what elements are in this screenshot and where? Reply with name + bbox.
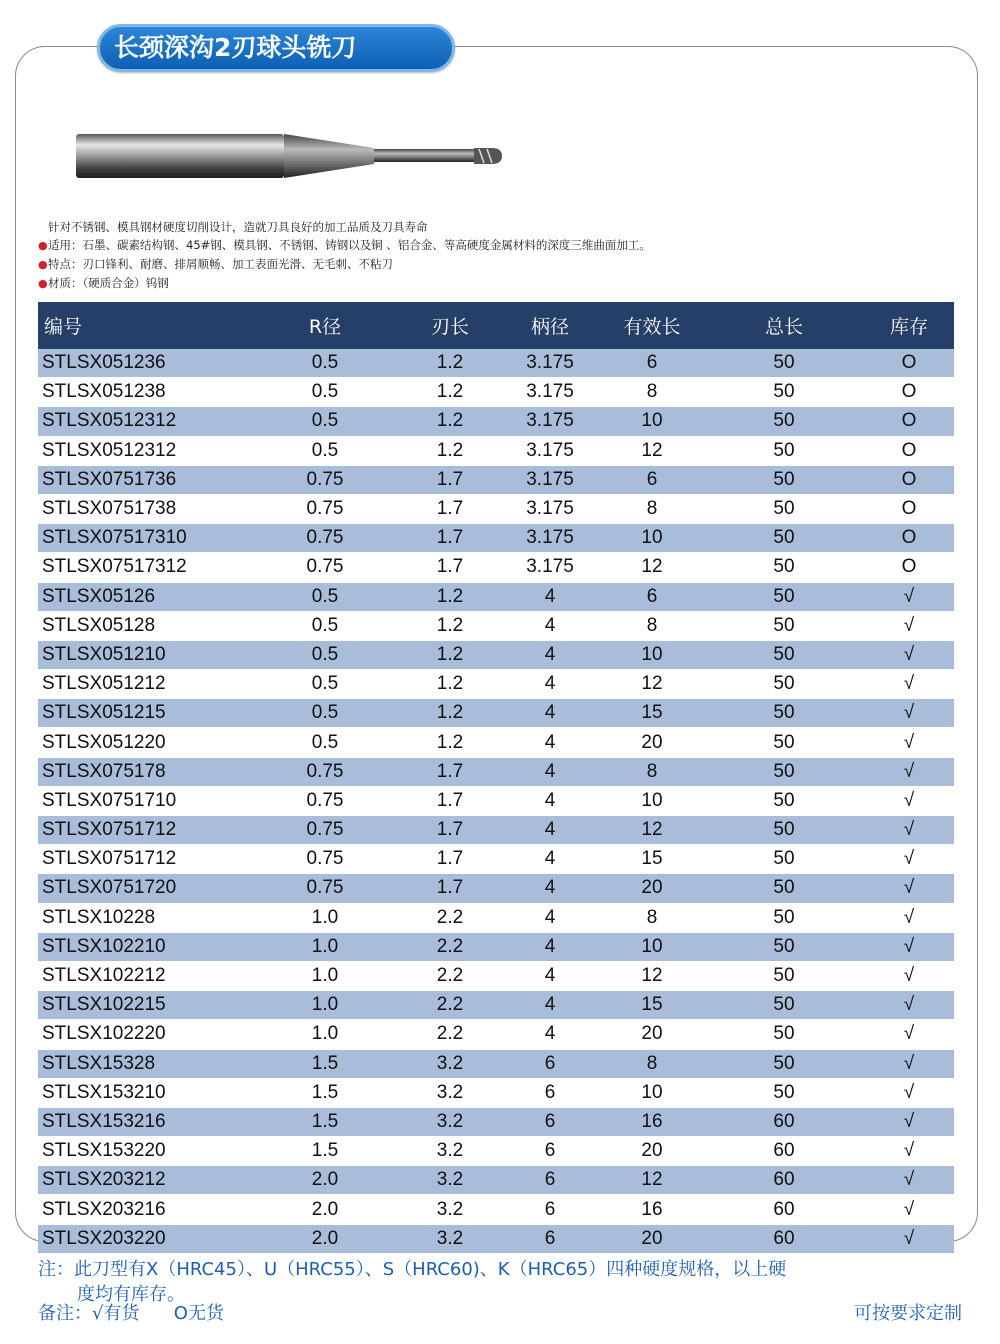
- table-row: [38, 1137, 954, 1166]
- cell-effective-length: 8: [600, 378, 704, 407]
- cell-shank-dia: 3.175: [500, 349, 600, 378]
- cell-code: STLSX102210: [38, 932, 250, 961]
- cell-shank-dia: 6: [500, 1195, 600, 1224]
- table-row: [38, 494, 954, 523]
- cell-total-length: 60: [704, 1137, 864, 1166]
- cell-code: STLSX0512312: [38, 407, 250, 436]
- cell-shank-dia: 4: [500, 699, 600, 728]
- cell-stock: O: [864, 494, 954, 523]
- cell-effective-length: 8: [600, 611, 704, 640]
- cell-total-length: 50: [704, 611, 864, 640]
- cell-total-length: 50: [704, 816, 864, 845]
- cell-total-length: 50: [704, 991, 864, 1020]
- table-row: [38, 728, 954, 757]
- cell-radius: 0.5: [250, 699, 400, 728]
- cell-effective-length: 8: [600, 1049, 704, 1078]
- cell-total-length: 50: [704, 1049, 864, 1078]
- cell-radius: 0.75: [250, 553, 400, 582]
- cell-shank-dia: 6: [500, 1049, 600, 1078]
- cell-radius: 2.0: [250, 1166, 400, 1195]
- cell-stock: O: [864, 465, 954, 494]
- cell-shank-dia: 4: [500, 1020, 600, 1049]
- table-row: [38, 378, 954, 407]
- table-body: [38, 349, 954, 1253]
- cell-total-length: 50: [704, 407, 864, 436]
- cell-stock: O: [864, 436, 954, 465]
- header-radius: R径: [250, 302, 400, 349]
- cell-code: STLSX051210: [38, 640, 250, 669]
- cell-shank-dia: 4: [500, 670, 600, 699]
- cell-effective-length: 8: [600, 757, 704, 786]
- cell-effective-length: 12: [600, 436, 704, 465]
- cell-stock: √: [864, 640, 954, 669]
- intro-text: 针对不锈钢、模具钢材硬度切削设计，造就刀具良好的加工品质及刀具寿命: [48, 220, 428, 234]
- cell-shank-dia: 3.175: [500, 436, 600, 465]
- cell-radius: 0.5: [250, 407, 400, 436]
- description: [38, 218, 651, 293]
- cell-stock: √: [864, 582, 954, 611]
- cell-flute-length: 1.2: [400, 349, 500, 378]
- cell-total-length: 50: [704, 786, 864, 815]
- cell-code: STLSX051212: [38, 670, 250, 699]
- cell-flute-length: 2.2: [400, 932, 500, 961]
- cell-effective-length: 12: [600, 1166, 704, 1195]
- cell-code: STLSX0751712: [38, 845, 250, 874]
- cell-stock: O: [864, 378, 954, 407]
- cell-radius: 0.5: [250, 728, 400, 757]
- cell-effective-length: 15: [600, 699, 704, 728]
- table-row: [38, 903, 954, 932]
- cell-code: STLSX051220: [38, 728, 250, 757]
- cell-shank-dia: 6: [500, 1166, 600, 1195]
- cell-effective-length: 15: [600, 991, 704, 1020]
- cell-radius: 0.75: [250, 816, 400, 845]
- table-row: [38, 1049, 954, 1078]
- cell-radius: 0.5: [250, 611, 400, 640]
- cell-flute-length: 3.2: [400, 1224, 500, 1253]
- cell-flute-length: 1.7: [400, 874, 500, 903]
- cell-stock: √: [864, 786, 954, 815]
- cell-shank-dia: 4: [500, 786, 600, 815]
- cell-radius: 1.0: [250, 903, 400, 932]
- cell-flute-length: 2.2: [400, 961, 500, 990]
- cell-flute-length: 1.2: [400, 378, 500, 407]
- cell-total-length: 50: [704, 553, 864, 582]
- cell-code: STLSX05126: [38, 582, 250, 611]
- cell-effective-length: 6: [600, 465, 704, 494]
- header-stock: 库存: [864, 302, 954, 349]
- cell-stock: O: [864, 349, 954, 378]
- cell-effective-length: 10: [600, 407, 704, 436]
- table-row: [38, 553, 954, 582]
- table-row: [38, 874, 954, 903]
- cell-shank-dia: 3.175: [500, 524, 600, 553]
- cell-code: STLSX203212: [38, 1166, 250, 1195]
- bullet-icon: ●: [38, 258, 48, 271]
- cell-code: STLSX0751712: [38, 816, 250, 845]
- cell-total-length: 60: [704, 1224, 864, 1253]
- cell-total-length: 50: [704, 728, 864, 757]
- cell-radius: 0.5: [250, 436, 400, 465]
- cell-code: STLSX051236: [38, 349, 250, 378]
- cell-flute-length: 1.7: [400, 757, 500, 786]
- cell-effective-length: 6: [600, 582, 704, 611]
- note-line-1: 注：此刀型有X（HRC45）、U（HRC55）、S（HRC60)、K（HRC65）四种硬度规格，以上硬: [38, 1259, 787, 1280]
- cell-effective-length: 10: [600, 524, 704, 553]
- cell-total-length: 50: [704, 903, 864, 932]
- custom-text: 可按要求定制: [854, 1303, 962, 1324]
- end-mill-image: [74, 128, 504, 184]
- cell-effective-length: 10: [600, 932, 704, 961]
- cell-flute-length: 1.2: [400, 728, 500, 757]
- cell-flute-length: 3.2: [400, 1107, 500, 1136]
- table-row: [38, 349, 954, 378]
- cell-total-length: 50: [704, 874, 864, 903]
- cell-shank-dia: 3.175: [500, 407, 600, 436]
- cell-stock: √: [864, 816, 954, 845]
- cell-code: STLSX0512312: [38, 436, 250, 465]
- table-row: [38, 1078, 954, 1107]
- table-row: [38, 407, 954, 436]
- cell-radius: 0.75: [250, 845, 400, 874]
- cell-stock: √: [864, 961, 954, 990]
- table-row: [38, 1166, 954, 1195]
- table-row: [38, 436, 954, 465]
- cell-stock: √: [864, 1195, 954, 1224]
- table-row: [38, 465, 954, 494]
- cell-shank-dia: 4: [500, 611, 600, 640]
- table-row: [38, 932, 954, 961]
- cell-shank-dia: 4: [500, 757, 600, 786]
- header-flute-length: 刃长: [400, 302, 500, 349]
- cell-total-length: 50: [704, 494, 864, 523]
- cell-stock: √: [864, 991, 954, 1020]
- material-text: 材质：（硬质合金）钨钢: [48, 276, 169, 290]
- cell-radius: 2.0: [250, 1195, 400, 1224]
- cell-total-length: 50: [704, 378, 864, 407]
- cell-shank-dia: 3.175: [500, 494, 600, 523]
- cell-shank-dia: 4: [500, 845, 600, 874]
- cell-flute-length: 1.2: [400, 611, 500, 640]
- bullet-icon: ●: [38, 239, 48, 252]
- cell-radius: 1.5: [250, 1049, 400, 1078]
- cell-flute-length: 1.7: [400, 494, 500, 523]
- cell-stock: √: [864, 1107, 954, 1136]
- cell-radius: 0.75: [250, 757, 400, 786]
- cell-radius: 0.5: [250, 378, 400, 407]
- cell-shank-dia: 4: [500, 961, 600, 990]
- cell-radius: 1.5: [250, 1078, 400, 1107]
- cell-flute-length: 2.2: [400, 1020, 500, 1049]
- cell-shank-dia: 6: [500, 1224, 600, 1253]
- cell-effective-length: 20: [600, 1224, 704, 1253]
- cell-code: STLSX203216: [38, 1195, 250, 1224]
- cell-stock: √: [864, 670, 954, 699]
- cell-radius: 0.5: [250, 582, 400, 611]
- cell-total-length: 50: [704, 845, 864, 874]
- cell-total-length: 50: [704, 757, 864, 786]
- cell-stock: √: [864, 845, 954, 874]
- bullet-icon: ●: [38, 277, 48, 290]
- cell-code: STLSX10228: [38, 903, 250, 932]
- cell-shank-dia: 4: [500, 582, 600, 611]
- cell-flute-length: 1.2: [400, 582, 500, 611]
- table-row: [38, 611, 954, 640]
- cell-shank-dia: 3.175: [500, 465, 600, 494]
- cell-flute-length: 1.2: [400, 436, 500, 465]
- table-row: [38, 845, 954, 874]
- cell-flute-length: 1.2: [400, 670, 500, 699]
- cell-code: STLSX102220: [38, 1020, 250, 1049]
- table-row: [38, 640, 954, 669]
- cell-flute-length: 1.2: [400, 640, 500, 669]
- cell-code: STLSX15328: [38, 1049, 250, 1078]
- cell-shank-dia: 6: [500, 1078, 600, 1107]
- cell-radius: 0.75: [250, 465, 400, 494]
- cell-code: STLSX0751736: [38, 465, 250, 494]
- cell-stock: √: [864, 874, 954, 903]
- table-row: [38, 582, 954, 611]
- cell-total-length: 50: [704, 640, 864, 669]
- cell-code: STLSX075178: [38, 757, 250, 786]
- cell-radius: 0.5: [250, 640, 400, 669]
- cell-shank-dia: 4: [500, 874, 600, 903]
- table-row: [38, 670, 954, 699]
- cell-flute-length: 3.2: [400, 1137, 500, 1166]
- cell-stock: O: [864, 407, 954, 436]
- table-row: [38, 1195, 954, 1224]
- table-row: [38, 816, 954, 845]
- cell-stock: √: [864, 903, 954, 932]
- cell-total-length: 60: [704, 1107, 864, 1136]
- cell-stock: √: [864, 757, 954, 786]
- cell-flute-length: 3.2: [400, 1049, 500, 1078]
- cell-total-length: 50: [704, 670, 864, 699]
- cell-stock: √: [864, 728, 954, 757]
- table-row: [38, 991, 954, 1020]
- cell-radius: 0.5: [250, 670, 400, 699]
- cell-effective-length: 8: [600, 494, 704, 523]
- cell-shank-dia: 3.175: [500, 553, 600, 582]
- cell-shank-dia: 4: [500, 728, 600, 757]
- table-row: [38, 1107, 954, 1136]
- cell-flute-length: 2.2: [400, 903, 500, 932]
- cell-total-length: 50: [704, 699, 864, 728]
- cell-radius: 1.5: [250, 1137, 400, 1166]
- spec-table: [38, 302, 954, 1254]
- cell-flute-length: 3.2: [400, 1078, 500, 1107]
- cell-effective-length: 20: [600, 874, 704, 903]
- cell-shank-dia: 3.175: [500, 378, 600, 407]
- cell-code: STLSX051238: [38, 378, 250, 407]
- cell-total-length: 60: [704, 1166, 864, 1195]
- table-row: [38, 1020, 954, 1049]
- cell-code: STLSX102212: [38, 961, 250, 990]
- cell-effective-length: 16: [600, 1107, 704, 1136]
- cell-stock: √: [864, 1137, 954, 1166]
- cell-stock: √: [864, 699, 954, 728]
- cell-effective-length: 12: [600, 961, 704, 990]
- cell-flute-length: 1.2: [400, 407, 500, 436]
- cell-shank-dia: 6: [500, 1107, 600, 1136]
- cell-stock: O: [864, 524, 954, 553]
- cell-flute-length: 3.2: [400, 1195, 500, 1224]
- cell-code: STLSX07517312: [38, 553, 250, 582]
- cell-code: STLSX05128: [38, 611, 250, 640]
- cell-total-length: 50: [704, 1078, 864, 1107]
- cell-radius: 1.5: [250, 1107, 400, 1136]
- cell-total-length: 50: [704, 932, 864, 961]
- cell-total-length: 60: [704, 1195, 864, 1224]
- cell-effective-length: 12: [600, 816, 704, 845]
- cell-total-length: 50: [704, 465, 864, 494]
- cell-stock: O: [864, 553, 954, 582]
- cell-flute-length: 1.7: [400, 553, 500, 582]
- cell-stock: √: [864, 1049, 954, 1078]
- cell-shank-dia: 4: [500, 903, 600, 932]
- cell-code: STLSX153216: [38, 1107, 250, 1136]
- cell-radius: 2.0: [250, 1224, 400, 1253]
- cell-radius: 0.5: [250, 349, 400, 378]
- cell-effective-length: 20: [600, 1137, 704, 1166]
- table-row: [38, 1224, 954, 1253]
- table-row: [38, 961, 954, 990]
- cell-stock: √: [864, 1224, 954, 1253]
- table-header-row: [38, 302, 954, 349]
- cell-code: STLSX102215: [38, 991, 250, 1020]
- cell-effective-length: 12: [600, 670, 704, 699]
- cell-shank-dia: 4: [500, 640, 600, 669]
- cell-effective-length: 20: [600, 728, 704, 757]
- table-row: [38, 524, 954, 553]
- cell-flute-length: 2.2: [400, 991, 500, 1020]
- cell-effective-length: 8: [600, 903, 704, 932]
- cell-code: STLSX0751710: [38, 786, 250, 815]
- cell-effective-length: 10: [600, 786, 704, 815]
- note-line-2: 度均有库存。: [77, 1284, 185, 1305]
- cell-stock: √: [864, 1020, 954, 1049]
- cell-total-length: 50: [704, 524, 864, 553]
- cell-flute-length: 1.7: [400, 524, 500, 553]
- header-effective-length: 有效长: [600, 302, 704, 349]
- cell-flute-length: 1.7: [400, 816, 500, 845]
- cell-flute-length: 1.7: [400, 465, 500, 494]
- cell-shank-dia: 4: [500, 991, 600, 1020]
- cell-effective-length: 10: [600, 640, 704, 669]
- cell-stock: √: [864, 1078, 954, 1107]
- header-code: 编号: [38, 302, 250, 349]
- cell-effective-length: 16: [600, 1195, 704, 1224]
- cell-effective-length: 20: [600, 1020, 704, 1049]
- cell-shank-dia: 6: [500, 1137, 600, 1166]
- cell-total-length: 50: [704, 349, 864, 378]
- cell-code: STLSX07517310: [38, 524, 250, 553]
- header-shank-dia: 柄径: [500, 302, 600, 349]
- table-row: [38, 786, 954, 815]
- cell-shank-dia: 4: [500, 816, 600, 845]
- cell-effective-length: 15: [600, 845, 704, 874]
- cell-shank-dia: 4: [500, 932, 600, 961]
- table-row: [38, 699, 954, 728]
- table-row: [38, 757, 954, 786]
- cell-radius: 0.75: [250, 786, 400, 815]
- cell-radius: 1.0: [250, 961, 400, 990]
- cell-flute-length: 1.2: [400, 699, 500, 728]
- cell-total-length: 50: [704, 961, 864, 990]
- cell-stock: √: [864, 932, 954, 961]
- cell-radius: 1.0: [250, 1020, 400, 1049]
- cell-radius: 0.75: [250, 874, 400, 903]
- cell-total-length: 50: [704, 436, 864, 465]
- cell-flute-length: 1.7: [400, 845, 500, 874]
- features-text: 特点：刃口锋利、耐磨、排屑顺畅、加工表面光滑、无毛刺、不粘刀: [48, 257, 393, 271]
- cell-code: STLSX0751738: [38, 494, 250, 523]
- page-title: 长颈深沟2刃球头铣刀: [97, 24, 455, 72]
- cell-effective-length: 6: [600, 349, 704, 378]
- cell-radius: 1.0: [250, 991, 400, 1020]
- cell-code: STLSX153220: [38, 1137, 250, 1166]
- cell-code: STLSX0751720: [38, 874, 250, 903]
- header-total-length: 总长: [704, 302, 864, 349]
- cell-flute-length: 1.7: [400, 786, 500, 815]
- usage-text: 适用：石墨、碳素结构钢、45#钢、模具钢、不锈钢、铸钢以及铜 、铝合金、等高硬度金属材料的深度三维曲面加工。: [48, 238, 651, 252]
- cell-effective-length: 12: [600, 553, 704, 582]
- cell-effective-length: 10: [600, 1078, 704, 1107]
- cell-total-length: 50: [704, 582, 864, 611]
- cell-stock: √: [864, 1166, 954, 1195]
- cell-code: STLSX203220: [38, 1224, 250, 1253]
- cell-radius: 0.75: [250, 494, 400, 523]
- cell-total-length: 50: [704, 1020, 864, 1049]
- remark-text: 备注：√有货 O无货: [38, 1303, 224, 1324]
- cell-code: STLSX153210: [38, 1078, 250, 1107]
- cell-flute-length: 3.2: [400, 1166, 500, 1195]
- cell-stock: √: [864, 611, 954, 640]
- cell-code: STLSX051215: [38, 699, 250, 728]
- cell-radius: 0.75: [250, 524, 400, 553]
- cell-radius: 1.0: [250, 932, 400, 961]
